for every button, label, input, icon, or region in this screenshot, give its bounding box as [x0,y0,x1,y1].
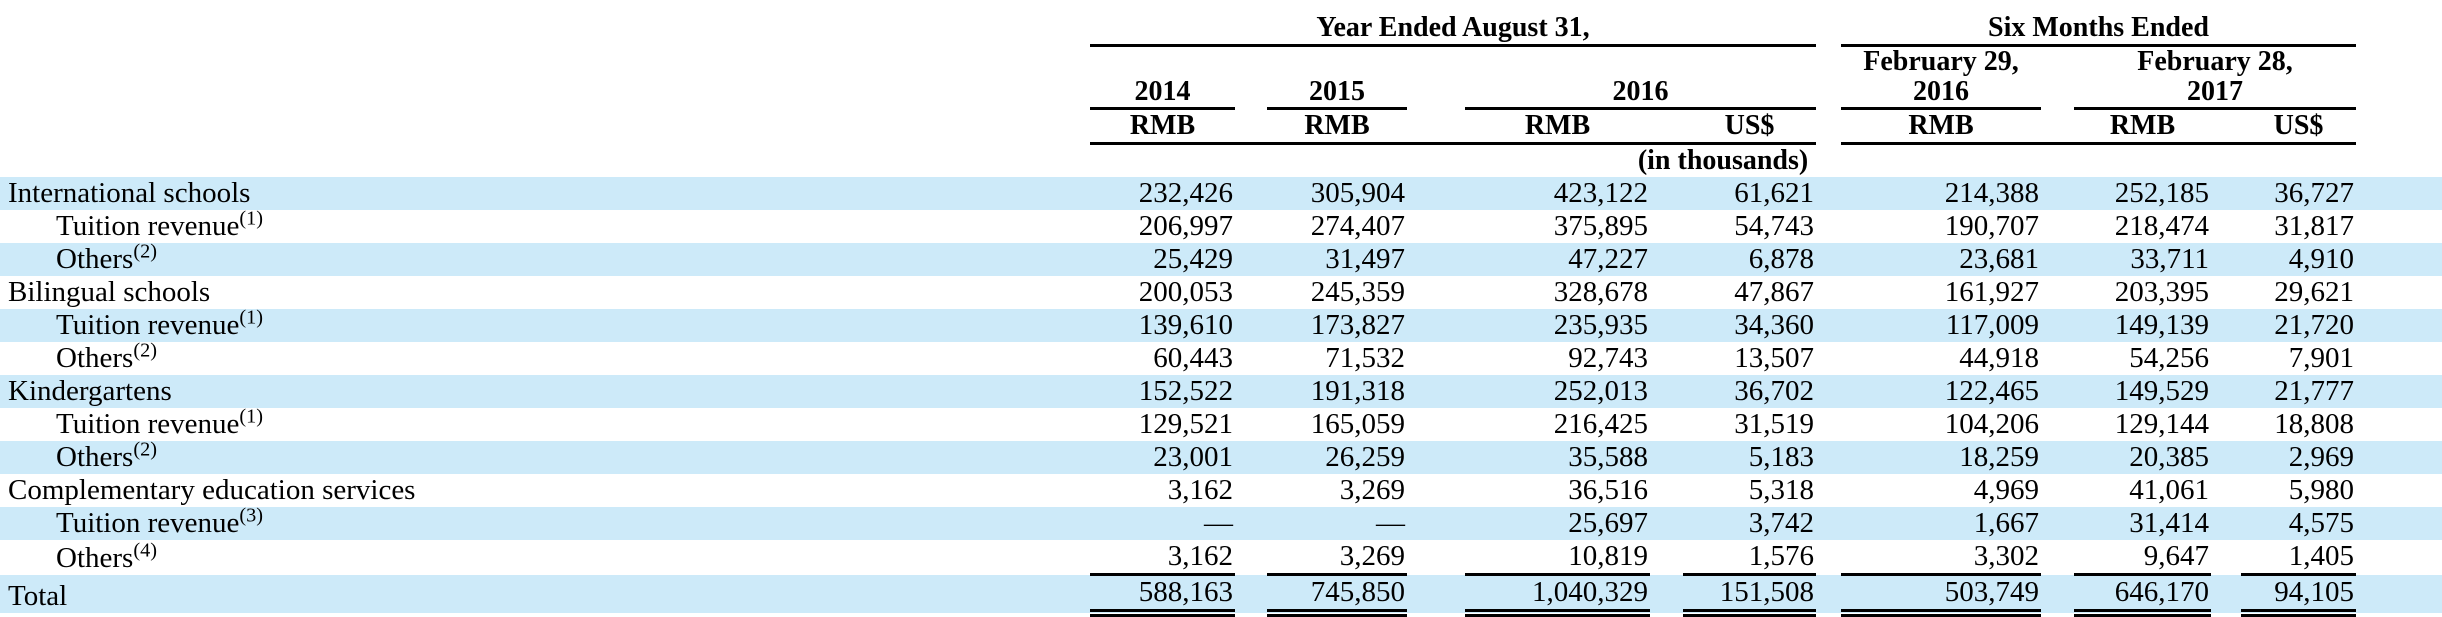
column-gap [1235,276,1267,309]
value-feb-29-2016-rmb: 44,918 [1959,342,2039,375]
table-row [0,243,2442,276]
value-feb-28-2017-usd: 4,910 [2288,243,2355,276]
footnote-marker: (1) [239,306,264,329]
group-gap [1816,309,1841,342]
column-gap [2211,210,2241,243]
value-feb-28-2017-usd: 31,817 [2274,210,2355,243]
column-gap [2211,309,2241,342]
value-2015-rmb: 71,532 [1325,342,1405,375]
value-feb-28-2017-rmb: 149,139 [2114,309,2209,342]
value-2015-rmb: 745,850 [1267,575,1407,614]
column-gap [1407,177,1465,210]
group-gap [1816,507,1841,540]
column-gap [1235,243,1267,276]
footnote-marker: (2) [133,438,157,461]
row-label: Total [8,580,68,613]
value-feb-28-2017-usd: 29,621 [2274,276,2355,309]
value-feb-28-2017-rmb: 218,474 [2114,210,2209,243]
currency-header: RMB [1267,109,1407,144]
row-label: Tuition revenue [56,210,240,243]
value-2016-usd: 13,507 [1734,342,1814,375]
column-gap [1650,177,1683,210]
currency-header-row [0,109,2442,144]
row-label: International schools [8,177,251,210]
column-gap [2041,109,2074,144]
value-feb-29-2016-rmb: 1,667 [1973,507,2039,540]
row-label-cell [0,474,1090,507]
column-gap [1407,46,1465,109]
value-feb-29-2016-rmb: 161,927 [1944,276,2039,309]
value-2016-rmb: 1,040,329 [1465,575,1650,614]
period-2015: 2015 [1267,46,1407,109]
value-feb-28-2017-usd: 94,105 [2241,575,2356,614]
value-2016-rmb: 25,697 [1568,507,1648,540]
row-label: Kindergartens [8,375,172,408]
table-row [0,540,2442,575]
value-feb-29-2016-rmb: 104,206 [1944,408,2039,441]
group-gap [1816,441,1841,474]
column-gap [1650,210,1683,243]
value-2014-rmb: 152,522 [1138,375,1233,408]
column-gap [1235,474,1267,507]
column-gap [2041,507,2074,540]
column-gap [2211,342,2241,375]
column-gap [1407,309,1465,342]
col-group-six-months: Six Months Ended [1841,0,2356,46]
right-margin [2356,0,2442,46]
column-gap [2211,177,2241,210]
value-2016-usd: 31,519 [1734,408,1814,441]
row-label: Others [56,541,134,574]
group-gap [1816,342,1841,375]
value-2014-rmb: 3,162 [1090,540,1235,575]
column-gap [1816,0,1841,46]
value-feb-28-2017-rmb: 33,711 [2130,243,2209,276]
right-margin [2356,408,2442,441]
column-gap [1235,408,1267,441]
value-2014-rmb: 200,053 [1138,276,1233,309]
right-margin [2356,540,2442,575]
column-gap [2041,408,2074,441]
right-margin [2356,109,2442,144]
table-row [0,408,2442,441]
value-feb-29-2016-rmb: 190,707 [1944,210,2039,243]
right-margin [2356,309,2442,342]
column-gap [1407,243,1465,276]
column-gap [1407,575,1465,614]
value-2016-rmb: 92,743 [1568,342,1648,375]
group-gap [1816,210,1841,243]
column-gap [2211,507,2241,540]
row-label-cell [0,540,1090,575]
column-gap [1235,575,1267,614]
value-2016-rmb: 252,013 [1553,375,1648,408]
column-gap [1650,243,1683,276]
value-feb-28-2017-usd: 5,980 [2288,474,2355,507]
currency-header: US$ [2241,109,2356,144]
column-gap [2041,474,2074,507]
footnote-marker: (3) [239,504,264,527]
group-gap [1816,243,1841,276]
row-label: Others [56,342,134,375]
value-feb-28-2017-rmb: 20,385 [2129,441,2209,474]
row-label-cell [0,575,1090,614]
right-margin [2356,210,2442,243]
column-gap [1407,441,1465,474]
value-feb-28-2017-rmb: 31,414 [2129,507,2209,540]
column-gap [1235,375,1267,408]
value-2014-rmb: — [1204,507,1233,540]
period-2014: 2014 [1090,46,1235,109]
column-gap [1650,408,1683,441]
value-2016-rmb: 10,819 [1465,540,1650,575]
row-label: Tuition revenue [56,309,240,342]
group-gap [1816,177,1841,210]
table-row [0,575,2442,614]
value-2015-rmb: 173,827 [1310,309,1405,342]
right-margin [2356,575,2442,614]
value-2016-rmb: 35,588 [1568,441,1648,474]
column-gap [1407,375,1465,408]
value-feb-29-2016-rmb: 122,465 [1944,375,2039,408]
value-2015-rmb: 165,059 [1310,408,1405,441]
column-gap [1407,474,1465,507]
value-2016-usd: 5,318 [1748,474,1814,507]
column-gap [1650,540,1683,575]
value-2014-rmb: 232,426 [1138,177,1233,210]
column-gap [2041,441,2074,474]
column-gap [1650,507,1683,540]
value-2016-rmb: 235,935 [1553,309,1648,342]
currency-header: RMB [1841,109,2041,144]
value-feb-29-2016-rmb: 18,259 [1959,441,2039,474]
footnote-marker: (4) [133,539,157,562]
footnote-marker: (2) [133,240,157,263]
table-row [0,474,2442,507]
column-gap [1407,210,1465,243]
value-2014-rmb: 60,443 [1153,342,1233,375]
right-margin [2356,507,2442,540]
value-2015-rmb: — [1376,507,1405,540]
value-2015-rmb: 26,259 [1325,441,1405,474]
column-gap [1235,46,1267,109]
group-gap [1816,276,1841,309]
column-gap [2041,276,2074,309]
column-gap [1650,276,1683,309]
column-gap [2041,210,2074,243]
column-gap [1407,507,1465,540]
column-gap [1650,109,1683,144]
column-gap [2041,575,2074,614]
value-2014-rmb: 3,162 [1167,474,1233,507]
currency-header: RMB [1090,109,1235,144]
group-gap [1816,540,1841,575]
value-2015-rmb: 245,359 [1310,276,1405,309]
column-gap [1235,177,1267,210]
column-gap [2211,276,2241,309]
value-2015-rmb: 31,497 [1325,243,1405,276]
period-feb-29-2016: February 29, 2016 [1841,46,2041,109]
units-note-row [0,144,2442,178]
value-2016-usd: 34,360 [1734,309,1814,342]
table-row [0,309,2442,342]
value-feb-28-2017-usd: 2,969 [2288,441,2355,474]
column-gap [2211,540,2241,575]
label-column-spacer [0,0,1090,46]
row-label-cell [0,339,1090,375]
value-2016-usd: 1,576 [1683,540,1816,575]
table-row [0,276,2442,309]
table-row [0,177,2442,210]
right-margin [2356,276,2442,309]
value-2016-rmb: 375,895 [1553,210,1648,243]
value-feb-29-2016-rmb: 23,681 [1959,243,2039,276]
value-feb-28-2017-usd: 4,575 [2288,507,2355,540]
row-label: Others [56,441,134,474]
column-gap [1235,109,1267,144]
right-margin [2356,243,2442,276]
row-label: Others [56,243,134,276]
value-2015-rmb: 191,318 [1310,375,1405,408]
value-feb-29-2016-rmb: 503,749 [1841,575,2041,614]
column-gap [2041,243,2074,276]
column-gap [2211,109,2241,144]
column-gap [2041,46,2074,109]
right-margin [2356,46,2442,109]
column-gap [1650,441,1683,474]
row-label-cell [0,375,1090,408]
value-feb-28-2017-rmb: 252,185 [2114,177,2209,210]
row-label: Tuition revenue [56,507,240,540]
row-label-cell [0,504,1090,540]
row-label-cell [0,207,1090,243]
column-gap [1407,342,1465,375]
row-label-cell [0,177,1090,210]
value-2016-usd: 61,621 [1734,177,1814,210]
right-margin [2356,441,2442,474]
column-gap [1235,309,1267,342]
value-2016-rmb: 36,516 [1568,474,1648,507]
value-feb-28-2017-rmb: 41,061 [2129,474,2209,507]
group-gap [1816,375,1841,408]
value-2016-rmb: 216,425 [1553,408,1648,441]
column-gap [1235,441,1267,474]
row-label: Bilingual schools [8,276,211,309]
column-gap [1650,575,1683,614]
value-feb-28-2017-usd: 21,720 [2274,309,2355,342]
value-2015-rmb: 3,269 [1267,540,1407,575]
value-2014-rmb: 23,001 [1153,441,1233,474]
value-feb-28-2017-rmb: 203,395 [2114,276,2209,309]
row-label-cell [0,276,1090,309]
row-label: Complementary education services [8,474,416,507]
period-2016: 2016 [1465,46,1816,109]
col-group-year-ended: Year Ended August 31, [1090,0,1816,46]
column-gap [2211,375,2241,408]
right-margin [2356,375,2442,408]
right-margin [2356,474,2442,507]
value-feb-28-2017-rmb: 54,256 [2129,342,2209,375]
table-row [0,210,2442,243]
group-gap [1816,474,1841,507]
value-feb-28-2017-usd: 21,777 [2274,375,2355,408]
currency-header: RMB [2074,109,2211,144]
value-feb-28-2017-rmb: 129,144 [2114,408,2209,441]
column-gap [2211,408,2241,441]
footnote-marker: (2) [133,339,157,362]
column-gap [1650,309,1683,342]
table-row [0,507,2442,540]
value-2015-rmb: 305,904 [1310,177,1405,210]
right-margin [2356,177,2442,210]
value-feb-28-2017-rmb: 9,647 [2074,540,2211,575]
column-gap [1235,342,1267,375]
table-row [0,441,2442,474]
period-feb-28-2017: February 28, 2017 [2074,46,2356,109]
column-gap [1650,342,1683,375]
currency-header: RMB [1465,109,1650,144]
value-2016-rmb: 328,678 [1553,276,1648,309]
column-gap [1407,109,1465,144]
column-gap [1816,46,1841,109]
value-2016-usd: 6,878 [1748,243,1814,276]
value-feb-28-2017-usd: 36,727 [2274,177,2355,210]
value-feb-28-2017-usd: 7,901 [2288,342,2355,375]
column-gap [2041,540,2074,575]
period-header-row [0,46,2442,109]
column-gap [2041,375,2074,408]
column-gap [1407,276,1465,309]
value-feb-28-2017-usd: 18,808 [2274,408,2355,441]
group-gap [1816,408,1841,441]
column-gap [2041,177,2074,210]
value-2016-usd: 3,742 [1748,507,1814,540]
column-gap [2041,309,2074,342]
column-gap [2211,243,2241,276]
right-margin [2356,342,2442,375]
footnote-marker: (1) [239,207,264,230]
row-label: Tuition revenue [56,408,240,441]
row-label-cell [0,405,1090,441]
table-row [0,342,2442,375]
value-feb-29-2016-rmb: 117,009 [1945,309,2039,342]
column-gap [1650,375,1683,408]
column-gap [1407,408,1465,441]
value-2015-rmb: 274,407 [1310,210,1405,243]
value-2014-rmb: 129,521 [1138,408,1233,441]
row-label-cell [0,306,1090,342]
value-2016-usd: 5,183 [1748,441,1814,474]
column-group-header-row [0,0,2442,46]
group-gap [1816,575,1841,614]
column-gap [2211,575,2241,614]
value-2016-usd: 47,867 [1734,276,1814,309]
value-feb-29-2016-rmb: 3,302 [1841,540,2041,575]
column-gap [1407,540,1465,575]
value-feb-29-2016-rmb: 4,969 [1973,474,2039,507]
value-2014-rmb: 206,997 [1138,210,1233,243]
value-feb-28-2017-usd: 1,405 [2241,540,2356,575]
value-2014-rmb: 25,429 [1153,243,1233,276]
table-row [0,375,2442,408]
currency-header: US$ [1683,109,1816,144]
column-gap [2211,474,2241,507]
value-2016-rmb: 423,122 [1553,177,1648,210]
column-gap [2041,342,2074,375]
value-feb-29-2016-rmb: 214,388 [1944,177,2039,210]
value-2015-rmb: 3,269 [1339,474,1405,507]
footnote-marker: (1) [239,405,264,428]
column-gap [1235,210,1267,243]
value-2014-rmb: 588,163 [1090,575,1235,614]
value-2016-usd: 54,743 [1734,210,1814,243]
column-gap [1650,474,1683,507]
value-2016-rmb: 47,227 [1568,243,1648,276]
value-feb-28-2017-rmb: 149,529 [2114,375,2209,408]
row-label-cell [0,438,1090,474]
column-gap [2211,441,2241,474]
value-2016-usd: 36,702 [1734,375,1814,408]
row-label-cell [0,240,1090,276]
units-note: (in thousands) [1637,145,1809,177]
group-gap [1816,109,1841,144]
value-2016-usd: 151,508 [1683,575,1816,614]
column-gap [1235,540,1267,575]
value-feb-28-2017-rmb: 646,170 [2074,575,2211,614]
column-gap [1235,507,1267,540]
value-2014-rmb: 139,610 [1138,309,1233,342]
